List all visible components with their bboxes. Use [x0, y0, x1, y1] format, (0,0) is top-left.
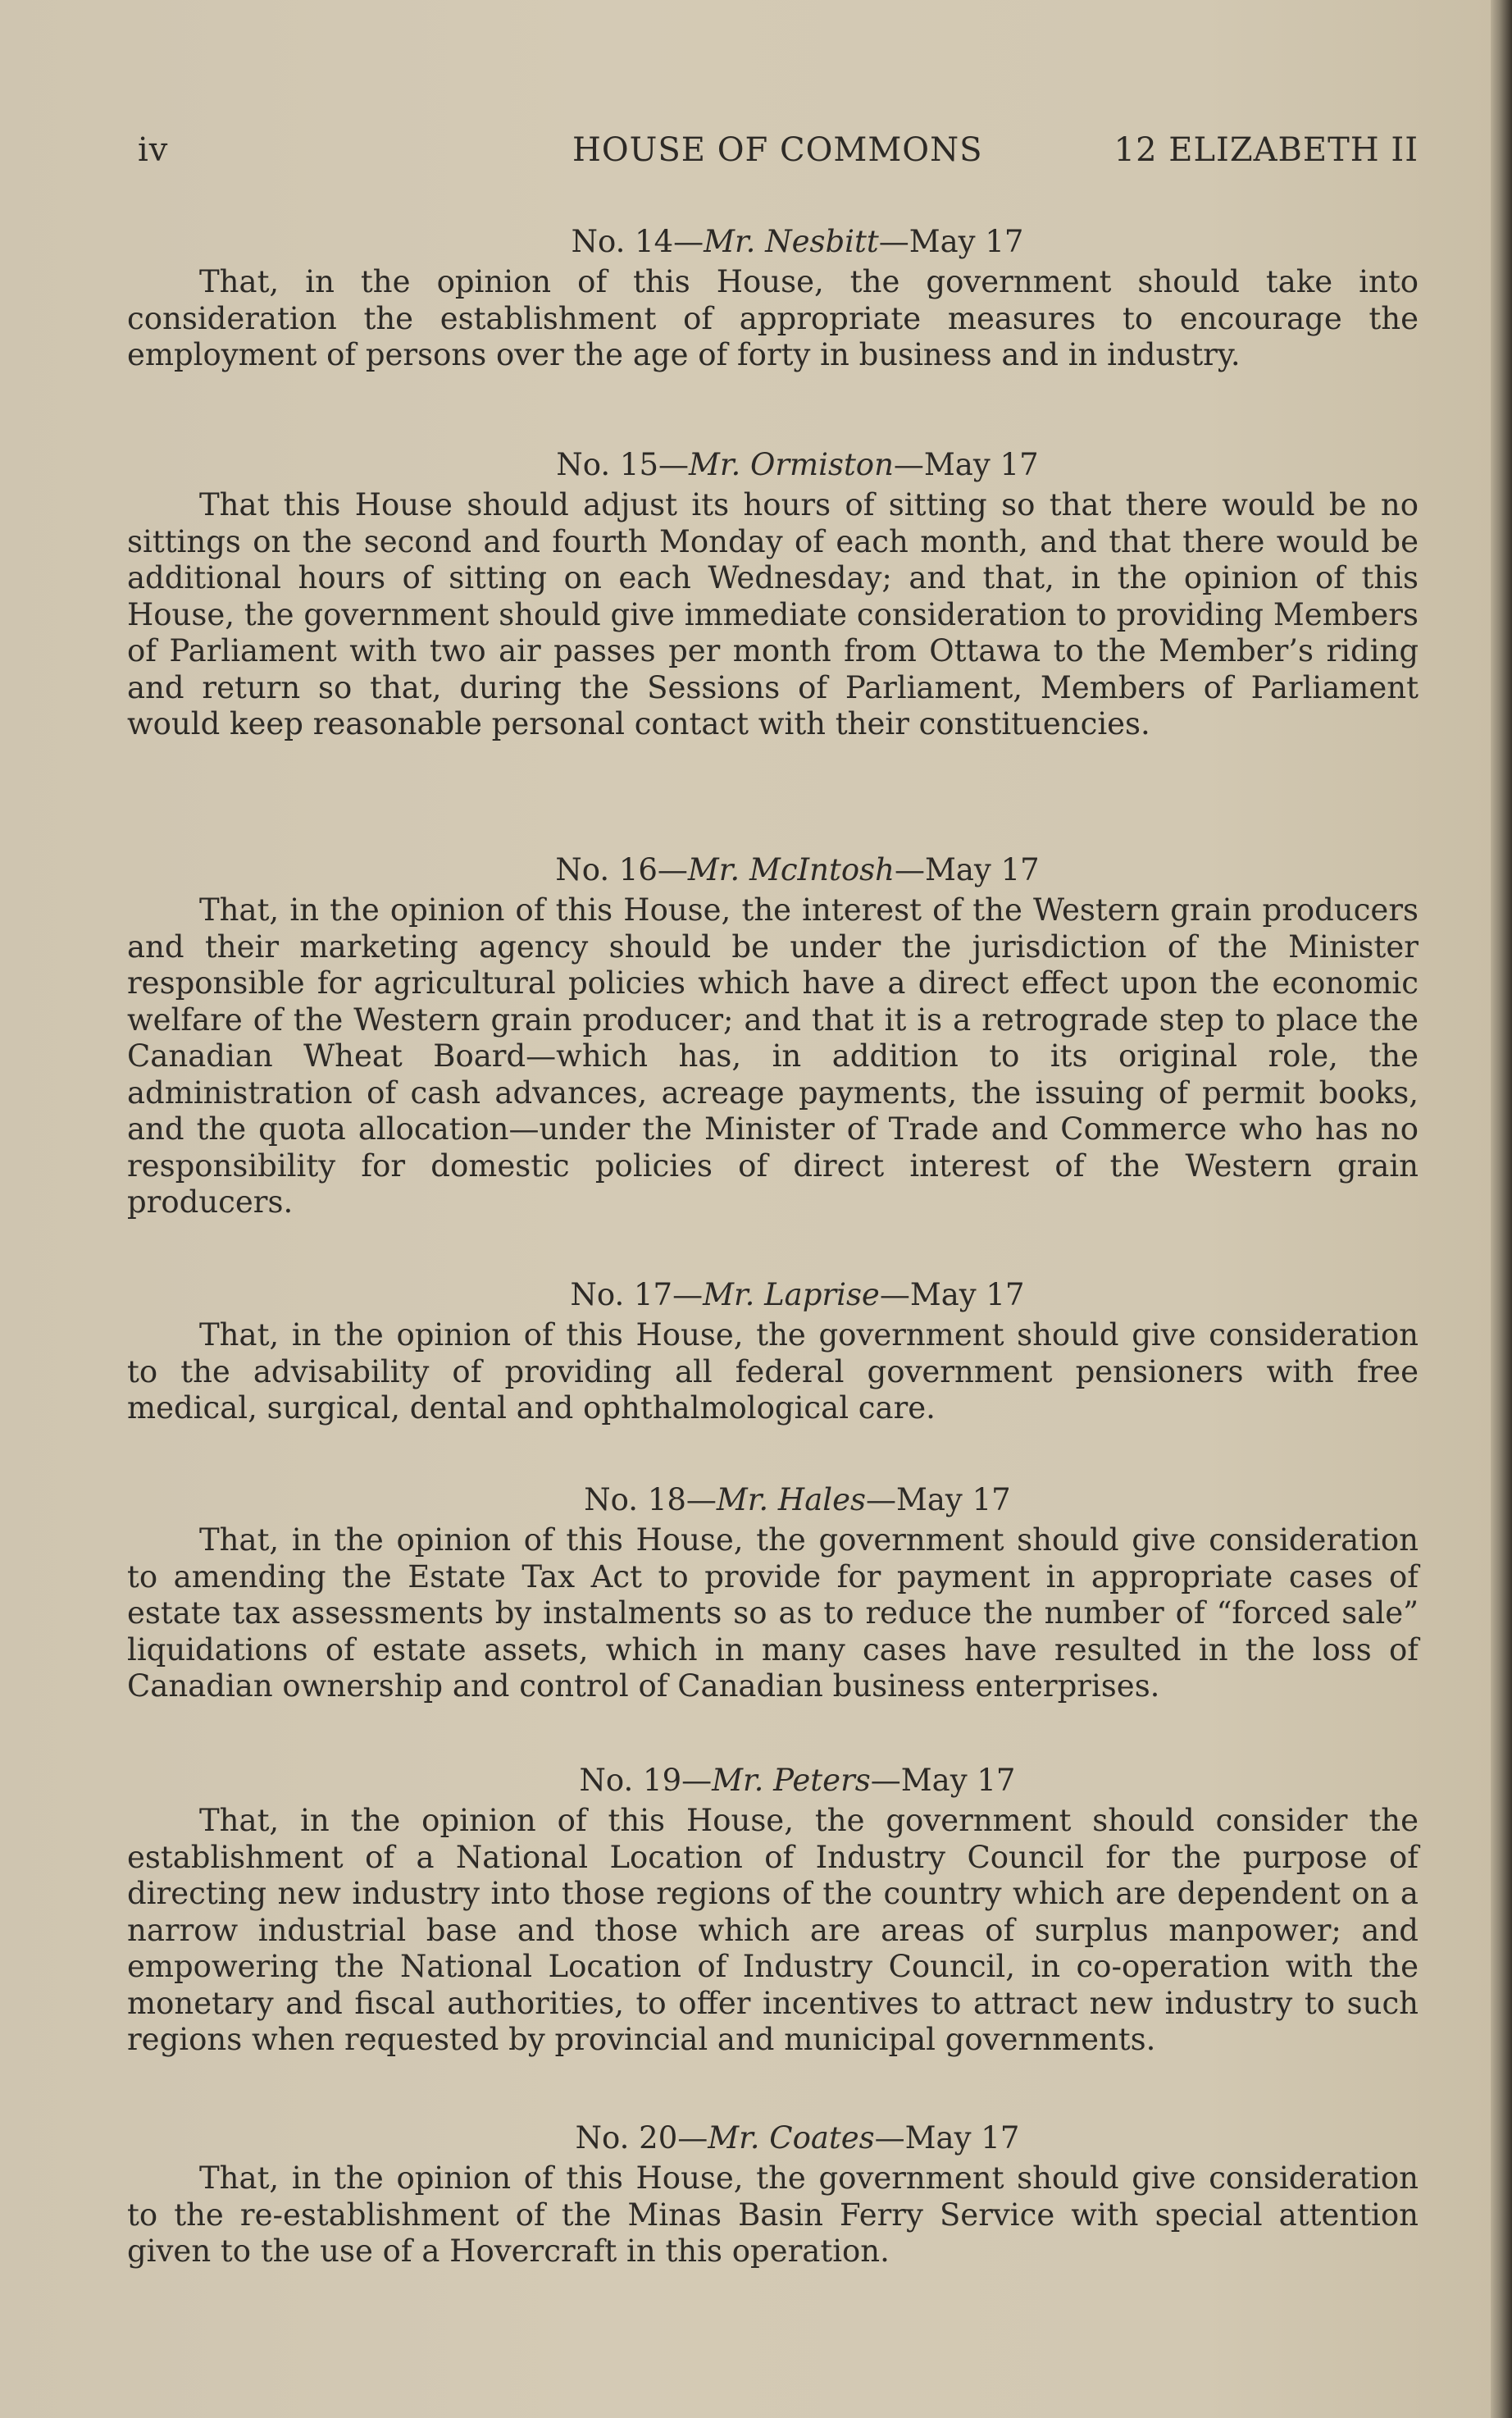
motion-number: No. 20	[575, 2120, 678, 2156]
motion-date: May 17	[923, 447, 1039, 482]
motion-member: Mr. Nesbitt	[704, 224, 879, 259]
motion-text: That, in the opinion of this House, the government should give consideration to amending the Estate Tax Act to provide for payment in appropriate cases of estate tax assessments by instalments so as to reduce the number of “forced sale” liquidations of estate assets, which in many cases have resulted in the loss of Canadian ownership and control of Canadian business enterprises.	[127, 1522, 1419, 1704]
motion-member: Mr. Laprise	[703, 1277, 880, 1312]
motion-date: May 17	[904, 2120, 1020, 2156]
motion-text: That, in the opinion of this House, the government should give consideration to the advisability of providing all federal government pensioners with free medical, surgical, dental and ophthalmological care.	[127, 1317, 1419, 1426]
motion-date: May 17	[924, 852, 1040, 887]
motion-member: Mr. Peters	[712, 1763, 871, 1798]
motion-member: Mr. Coates	[708, 2120, 875, 2156]
motion-heading: No. 15—Mr. Ormiston—May 17	[556, 447, 1039, 482]
motion-date: May 17	[895, 1482, 1011, 1517]
motion-date: May 17	[909, 224, 1024, 259]
motion-text: That, in the opinion of this House, the government should consider the establishment of a National Location of Industry Council for the purpose of directing new industry into those regions of the country which are dependent on a narrow industrial base and those which are areas of surplus manpower; and empowering the National Location of Industry Council, in co-operation with the monetary and fiscal authorities, to offer incentives to attract new industry to such regions when requested by provincial and municipal governments.	[127, 1803, 1419, 2057]
motion-member: Mr. McIntosh	[687, 852, 895, 887]
motion-number: No. 14	[571, 224, 674, 259]
motion-item	[127, 2119, 1419, 2270]
motion-item	[127, 1762, 1419, 2059]
motion-number: No. 17	[570, 1277, 673, 1312]
motion-item	[127, 446, 1419, 743]
motion-member: Mr. Ormiston	[688, 447, 894, 482]
motion-number: No. 18	[584, 1482, 686, 1517]
motion-item	[127, 851, 1419, 1221]
motion-heading: No. 17—Mr. Laprise—May 17	[570, 1277, 1025, 1312]
motion-number: No. 16	[555, 852, 658, 887]
motion-heading: No. 16—Mr. McIntosh—May 17	[555, 852, 1040, 887]
motion-number: No. 15	[556, 447, 658, 482]
motion-heading: No. 18—Mr. Hales—May 17	[584, 1482, 1011, 1517]
motion-text: That, in the opinion of this House, the government should take into consideration the establishment of appropriate measures to encourage the employment of persons over the age of forty in business and in industry.	[127, 264, 1419, 372]
header-title: HOUSE OF COMMONS	[572, 131, 983, 169]
motion-member: Mr. Hales	[716, 1482, 866, 1517]
page-edge	[1491, 0, 1512, 2418]
motion-text: That, in the opinion of this House, the interest of the Western grain producers and their marketing agency should be under the jurisdiction of the Minister responsible for agricultural policies which have a direct effect upon the economic welfare of the Western grain producer; and that it is a retrograde step to place the Canadian Wheat Board—which has, in addition to its original role, the administration of cash advances, acreage payments, the issuing of permit books, and the quota allocation—under the Minister of Trade and Commerce who has no responsibility for domestic policies of direct interest of the Western grain producers.	[127, 892, 1419, 1220]
motion-heading: No. 14—Mr. Nesbitt—May 17	[571, 224, 1024, 259]
regnal-year: 12 ELIZABETH II	[1114, 131, 1419, 169]
motion-item	[127, 1481, 1419, 1705]
motion-number: No. 19	[579, 1763, 682, 1798]
motion-item	[127, 223, 1419, 374]
motion-text: That, in the opinion of this House, the government should give consideration to the re-establishment of the Minas Basin Ferry Service with special attention given to the use of a Hovercraft in this operation.	[127, 2160, 1419, 2269]
motion-date: May 17	[900, 1763, 1016, 1798]
motion-item	[127, 1276, 1419, 1427]
motion-date: May 17	[909, 1277, 1025, 1312]
page-header	[138, 131, 1419, 172]
motion-heading: No. 20—Mr. Coates—May 17	[575, 2120, 1020, 2156]
motion-heading: No. 19—Mr. Peters—May 17	[579, 1763, 1016, 1798]
page-number: iv	[138, 131, 169, 169]
motion-text: That this House should adjust its hours of sitting so that there would be no sittings on the second and fourth Monday of each month, and that there would be additional hours of sitting on each Wednesday; and that, in the opinion of this House, the government should give immediate consideration to providing Members of Parliament with two air passes per month from Ottawa to the Member’s riding and return so that, during the Sessions of Parliament, Members of Parliament would keep reasonable personal contact with their constituencies.	[127, 487, 1419, 741]
